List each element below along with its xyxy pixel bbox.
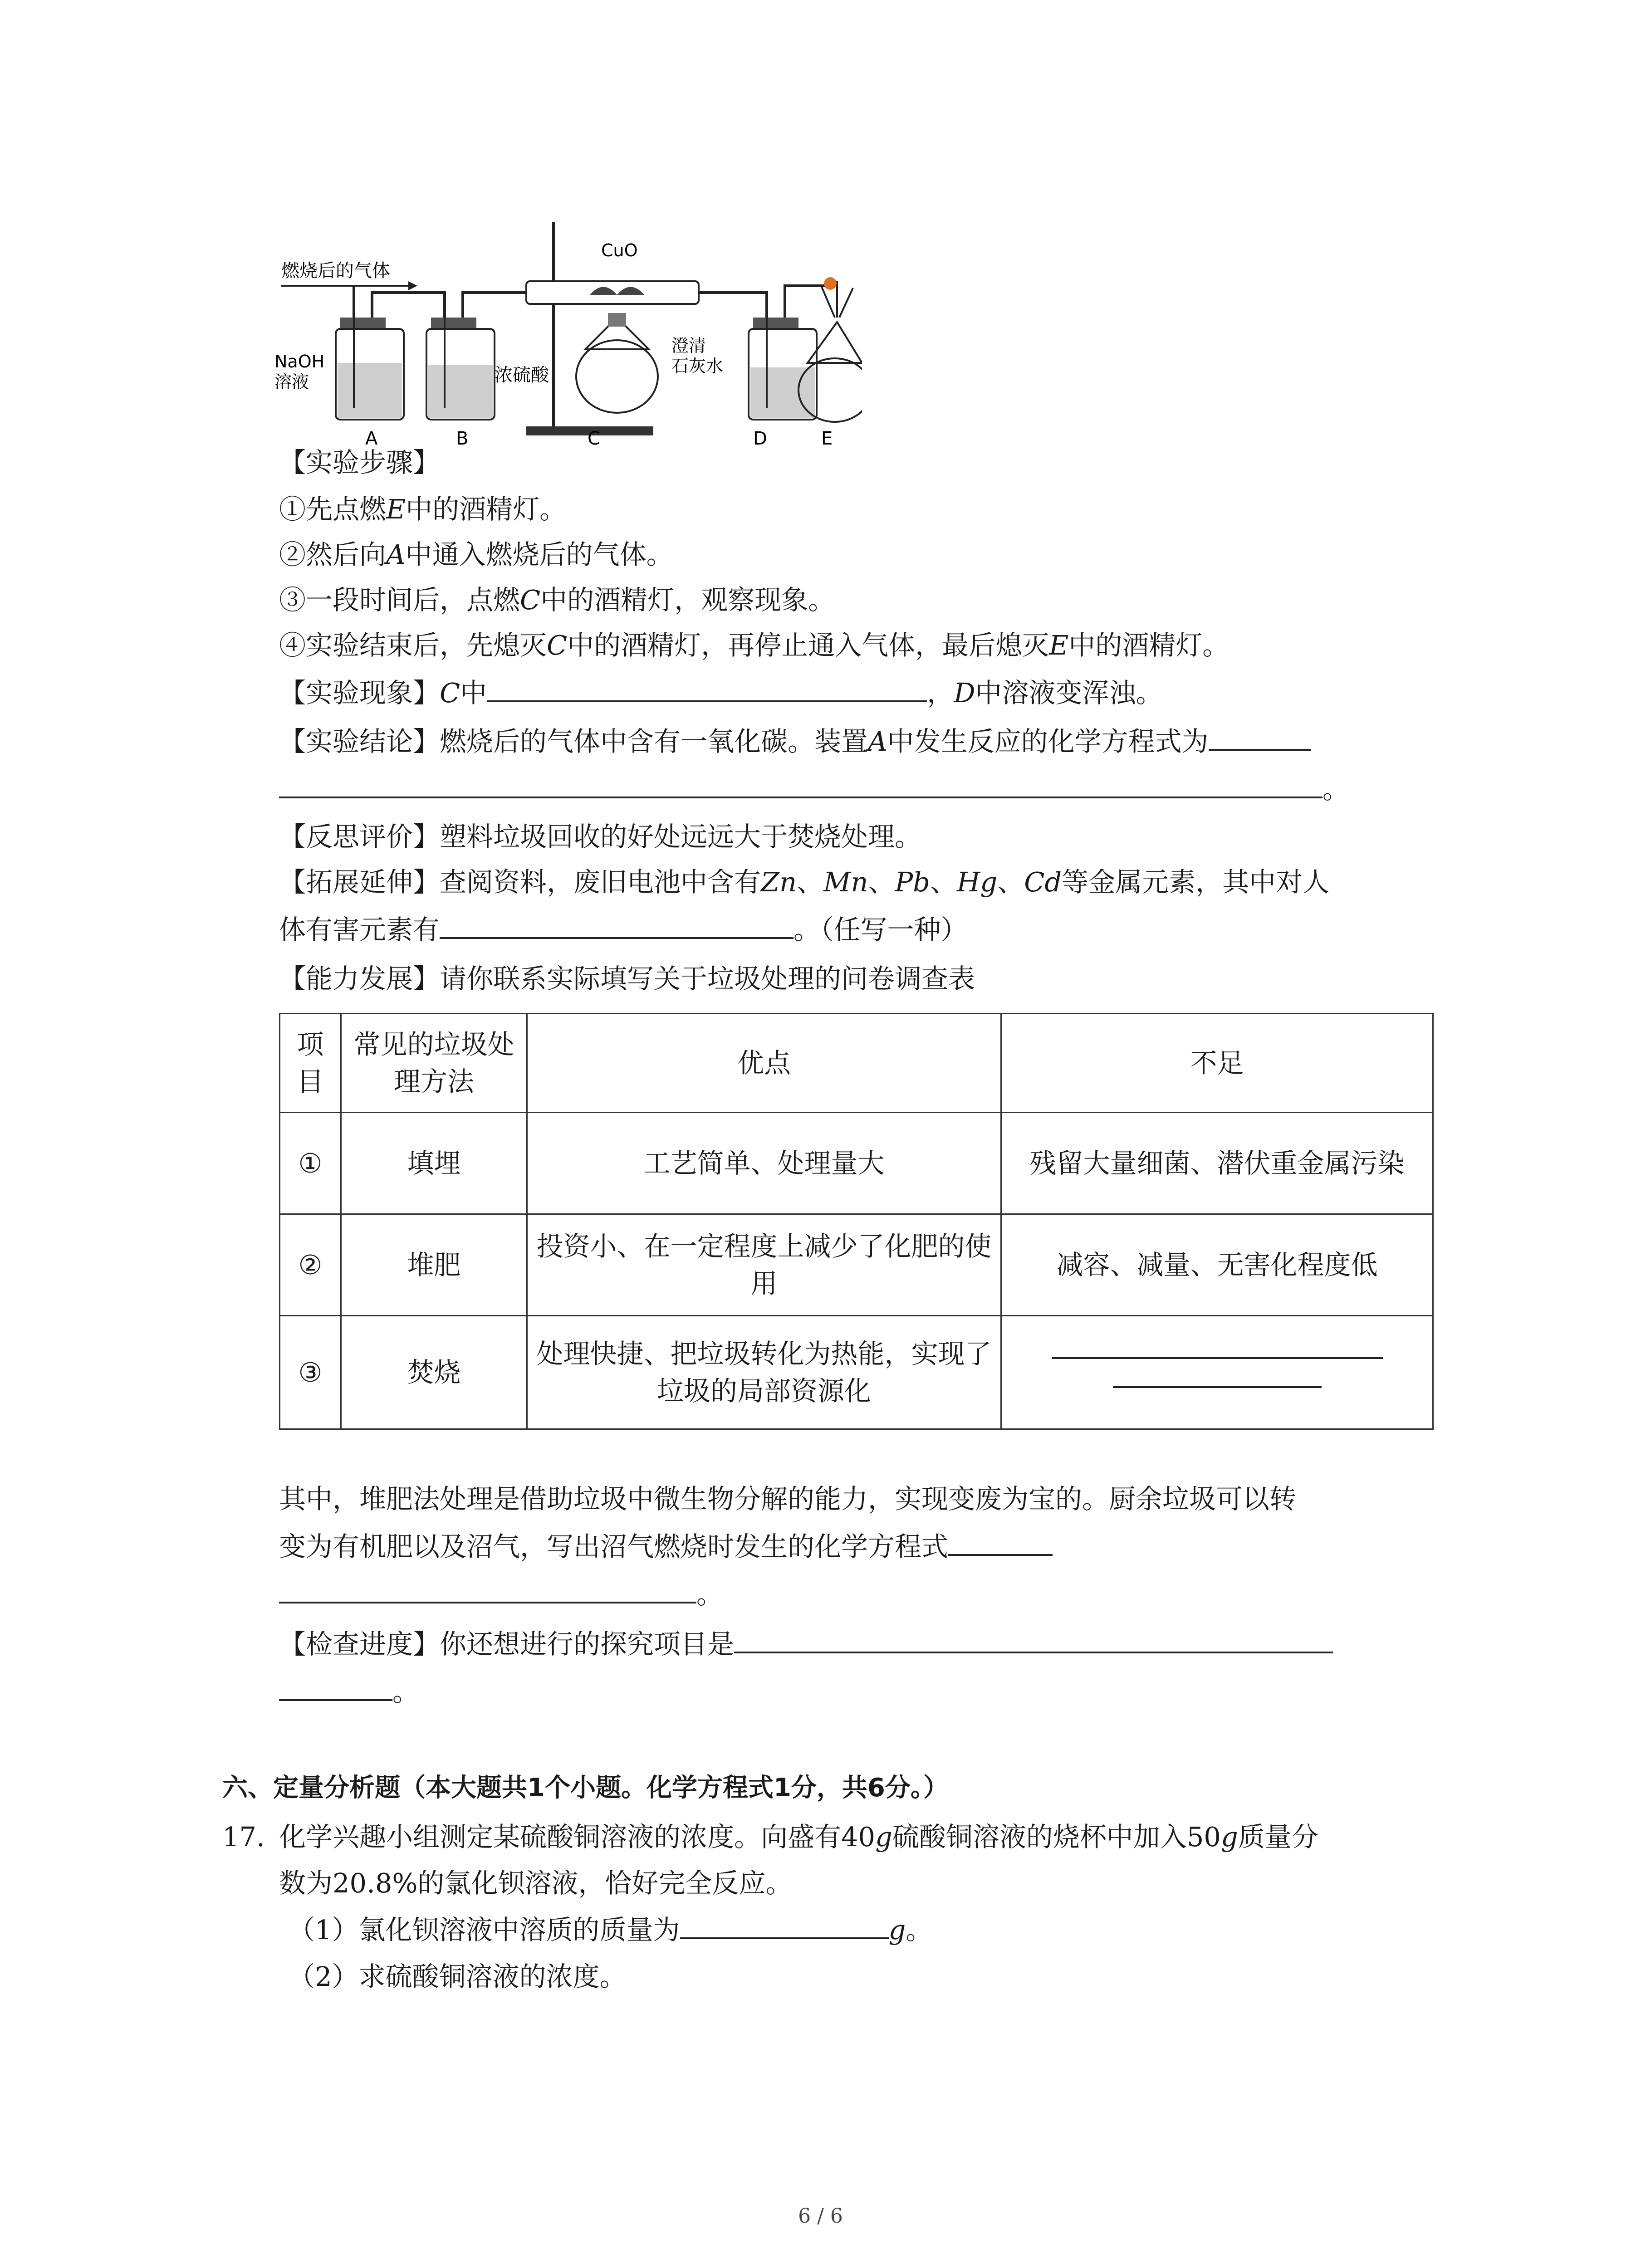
header-cell: 项目 <box>280 1014 341 1113</box>
row-id: ③ <box>280 1316 341 1429</box>
table-row <box>280 1113 1433 1214</box>
answer-blank[interactable] <box>680 1912 889 1939</box>
bottle-b <box>426 318 495 420</box>
q17-part-2: （2）求硫酸铜溶液的浓度。 <box>288 1961 627 1992</box>
compost-line-3: 。 <box>279 1576 723 1613</box>
extension-line: 【拓展延伸】查阅资料，废旧电池中含有Zn、Mn、Pb、Hg、Cd等金属元素，其中对人 <box>279 866 1330 898</box>
gas-label: 燃烧后的气体 <box>281 260 390 281</box>
acid-label: 浓硫酸 <box>495 365 549 386</box>
lime-label: 澄清 <box>671 336 706 356</box>
answer-blank[interactable] <box>279 771 1323 798</box>
label-e: E <box>821 428 833 449</box>
row-pros: 处理快捷、把垃圾转化为热能，实现了垃圾的局部资源化 <box>527 1316 1001 1429</box>
q17-line-2: 数为20.8%的氯化钡溶液，恰好完全反应。 <box>279 1867 793 1899</box>
extension-line-2: 体有害元素有 。（任写一种） <box>279 912 968 948</box>
conclusion-line: 【实验结论】燃烧后的气体中含有一氧化碳。装置A中发生反应的化学方程式为 <box>279 723 1311 760</box>
row-cons: 残留大量细菌、潜伏重金属污染 <box>1001 1113 1433 1214</box>
survey-table <box>279 1013 1434 1430</box>
step-4: ④实验结束后，先熄灭C中的酒精灯，再停止通入气体，最后熄灭E中的酒精灯。 <box>279 630 1230 661</box>
table-row <box>280 1316 1433 1429</box>
conclusion-line-2: 。 <box>279 771 1349 807</box>
step-2: ②然后向A中通入燃烧后的气体。 <box>279 539 673 570</box>
answer-blank[interactable] <box>1209 723 1311 751</box>
answer-blank[interactable] <box>440 912 794 939</box>
naoh-label: NaOH <box>274 352 325 371</box>
apparatus-diagram <box>272 213 862 449</box>
q17-part-1: （1）氯化钡溶液中溶质的质量为 g。 <box>288 1912 932 1948</box>
header-cell: 优点 <box>527 1014 1001 1113</box>
row-pros: 投资小、在一定程度上减少了化肥的使用 <box>527 1214 1001 1316</box>
label-a: A <box>365 428 378 449</box>
page-number: 6 / 6 <box>798 2204 843 2228</box>
compost-line-1: 其中，堆肥法处理是借助垃圾中微生物分解的能力，实现变废为宝的。厨余垃圾可以转 <box>279 1483 1297 1515</box>
header-cell: 常见的垃圾处理方法 <box>341 1014 527 1113</box>
lime-label-2: 石灰水 <box>671 356 724 376</box>
row-id: ② <box>280 1214 341 1316</box>
check-line: 【检查进度】你还想进行的探究项目是 <box>279 1626 1333 1662</box>
cuo-label: CuO <box>601 240 638 260</box>
reflection-line: 【反思评价】塑料垃圾回收的好处远远大于焚烧处理。 <box>279 821 922 852</box>
answer-blank[interactable] <box>279 1674 392 1701</box>
row-method: 填埋 <box>341 1113 527 1214</box>
table-header-row <box>280 1014 1433 1113</box>
table-row <box>280 1214 1433 1316</box>
row-cons: 减容、减量、无害化程度低 <box>1001 1214 1433 1316</box>
check-line-2: 。 <box>279 1674 419 1710</box>
row-id: ① <box>280 1113 341 1214</box>
q17-line-1: 化学兴趣小组测定某硫酸铜溶液的浓度。向盛有40g硫酸铜溶液的烧杯中加入50g质量分 <box>279 1821 1318 1853</box>
answer-blank[interactable] <box>279 1576 696 1603</box>
row-method: 焚烧 <box>341 1316 527 1429</box>
header-cell: 不足 <box>1001 1014 1433 1113</box>
naoh-label-2: 溶液 <box>274 372 309 392</box>
answer-blank[interactable] <box>948 1529 1053 1556</box>
answer-blank[interactable] <box>487 675 927 702</box>
phenomenon-line: 【实验现象】C中 ，D中溶液变浑浊。 <box>279 675 1163 711</box>
row-method: 堆肥 <box>341 1214 527 1316</box>
compost-line-2: 变为有机肥以及沼气，写出沼气燃烧时发生的化学方程式 <box>279 1529 1053 1565</box>
ability-line: 【能力发展】请你联系实际填写关于垃圾处理的问卷调查表 <box>279 963 975 994</box>
bottle-d <box>749 318 817 420</box>
row-pros: 工艺简单、处理量大 <box>527 1113 1001 1214</box>
step-1: ①先点燃E中的酒精灯。 <box>279 494 567 525</box>
question-number: 17. <box>222 1821 265 1853</box>
bottle-a <box>336 318 404 420</box>
label-b: B <box>456 428 469 449</box>
section-heading: 六、定量分析题（本大题共1个小题。化学方程式1分，共6分。） <box>222 1773 949 1803</box>
label-c: C <box>588 428 600 449</box>
steps-header: 【实验步骤】 <box>279 447 440 478</box>
label-d: D <box>753 428 767 449</box>
step-3: ③一段时间后，点燃C中的酒精灯，观察现象。 <box>279 584 835 616</box>
answer-blank[interactable] <box>734 1626 1333 1653</box>
row-cons-blank[interactable] <box>1001 1316 1433 1429</box>
